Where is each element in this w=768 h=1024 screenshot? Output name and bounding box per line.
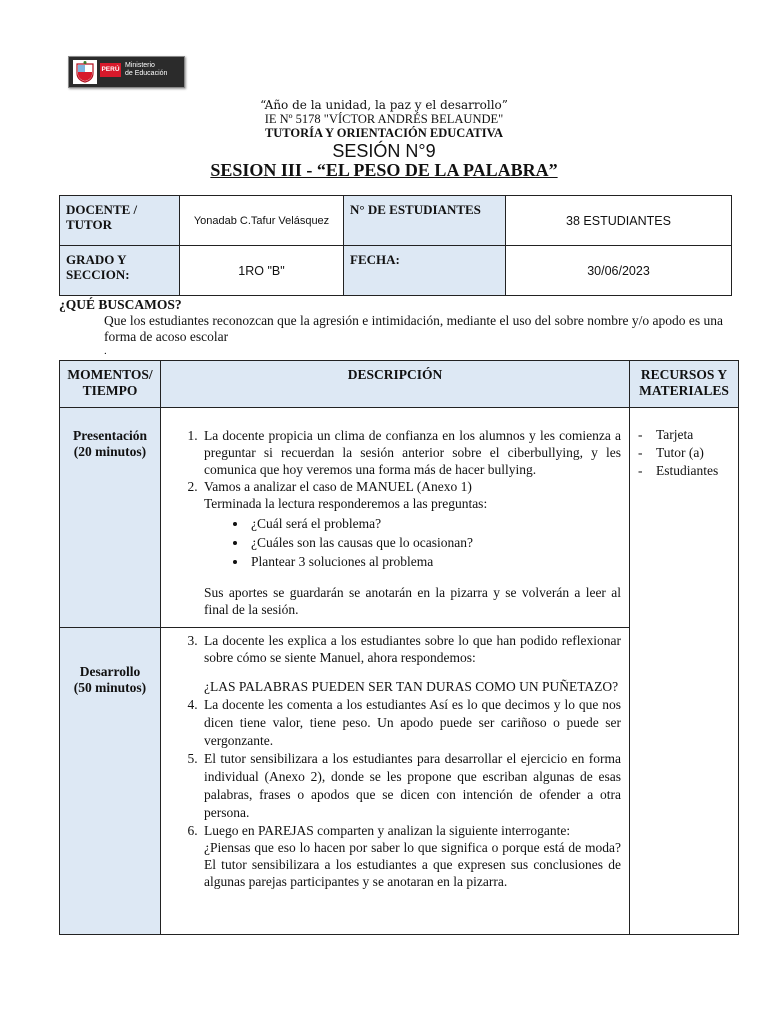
desarrollo-description [161, 628, 630, 935]
estudiantes-label: N° DE ESTUDIANTES [344, 196, 506, 246]
list-item: 1. La docente propicia un clima de confianza en los alumnos y les comienza a preguntar si recuerdan la sesión anterior sobre el ciberbullying, y les comunica que hoy veremos una forma más de hacer bullying. [201, 427, 621, 478]
list-item: 6. Luego en PAREJAS comparten y analizan la siguiente interrogante: ¿Piensas que eso lo hacen por saber lo que significa o porque está de moda? El tutor sensibilizara a los estudiantes a que expresen sus conclusiones de algunas parejas participantes y se anotaran en la pizarra. [201, 822, 621, 890]
area-title: TUTORÍA Y ORIENTACIÓN EDUCATIVA [264, 126, 504, 140]
school-name: IE Nº 5178 "VÍCTOR ANDRÉS BELAUNDE" [264, 112, 504, 126]
resource-item: - Tarjeta [638, 426, 734, 444]
header-descripcion: DESCRIPCIÓN [161, 361, 630, 408]
session-table [59, 360, 739, 935]
moment-presentacion: Presentación (20 minutos) [60, 408, 161, 628]
question-bullet: • Plantear 3 soluciones al problema [248, 552, 621, 571]
stray-dot: . [104, 345, 107, 357]
peru-label: PERÚ [100, 63, 121, 77]
grado-label: GRADO Y SECCION: [60, 246, 180, 296]
peru-shield-icon [73, 60, 97, 84]
header-recursos: RECURSOS Y MATERIALES [630, 361, 739, 408]
objective-heading: ¿QUÉ BUSCAMOS? [59, 297, 182, 312]
objective-text: Que los estudiantes reconozcan que la agresión e intimidación, mediante el uso del sobre nombre y/o apodo es una forma de acoso escolar [104, 313, 723, 344]
grado-value: 1RO "B" [180, 246, 344, 296]
list-item: 3. La docente les explica a los estudiantes sobre lo que han podido reflexionar sobre cómo se siente Manuel, ahora respondemos: ¿LAS PALABRAS PUEDEN SER TAN DURAS COMO UN PUÑETAZO? [201, 632, 621, 696]
estudiantes-value: 38 ESTUDIANTES [506, 196, 732, 246]
ministry-name: Ministerio de Educación [125, 62, 168, 77]
info-table [59, 195, 732, 296]
recursos-cell [630, 408, 739, 935]
list-item: 2. Vamos a analizar el caso de MANUEL (Anexo 1) Terminada la lectura responderemos a las preguntas: • ¿Cuál será el problema? • ¿Cuáles son las causas que lo ocasionan? • Plantear 3 soluciones al problema Sus aportes se guardarán se anotarán en la pizarra y se volverán a leer al final de la sesión. [201, 478, 621, 618]
fecha-value: 30/06/2023 [506, 246, 732, 296]
year-motto: “Año de la unidad, la paz y el desarrollo” [260, 98, 508, 112]
session-number: SESIÓN N°9 [332, 141, 436, 161]
session-title: SESION III - “EL PESO DE LA PALABRA” [210, 160, 558, 180]
docente-label: DOCENTE / TUTOR [60, 196, 180, 246]
list-item: 5. El tutor sensibilizara a los estudiantes para desarrollar el ejercicio en forma individual (Anexo 2), donde se les propone que escriban algunas de esas palabras, frases o apodos que se dicen con intención de ofender a otra persona. [201, 750, 621, 822]
question-bullet: • ¿Cuáles son las causas que lo ocasionan? [248, 533, 621, 552]
moment-desarrollo: Desarrollo (50 minutos) [60, 628, 161, 935]
docente-value: Yonadab C.Tafur Velásquez [180, 196, 344, 246]
aportes-text: Sus aportes se guardarán se anotarán en la pizarra y se volverán a leer al final de la sesión. [204, 585, 621, 617]
resource-item: - Tutor (a) [638, 444, 734, 462]
presentacion-description [161, 408, 630, 628]
question-bullet: • ¿Cuál será el problema? [248, 514, 621, 533]
fecha-label: FECHA: [344, 246, 506, 296]
list-item: 4. La docente les comenta a los estudiantes Así es lo que decimos y lo que nos dicen tiene valor, tiene peso. Un apodo puede ser cariñoso o puede ser vergonzante. [201, 696, 621, 750]
minedu-logo [68, 56, 185, 88]
resource-item: - Estudiantes [638, 462, 734, 480]
header-momentos: MOMENTOS/ TIEMPO [60, 361, 161, 408]
key-question: ¿LAS PALABRAS PUEDEN SER TAN DURAS COMO UN PUÑETAZO? [204, 679, 619, 694]
